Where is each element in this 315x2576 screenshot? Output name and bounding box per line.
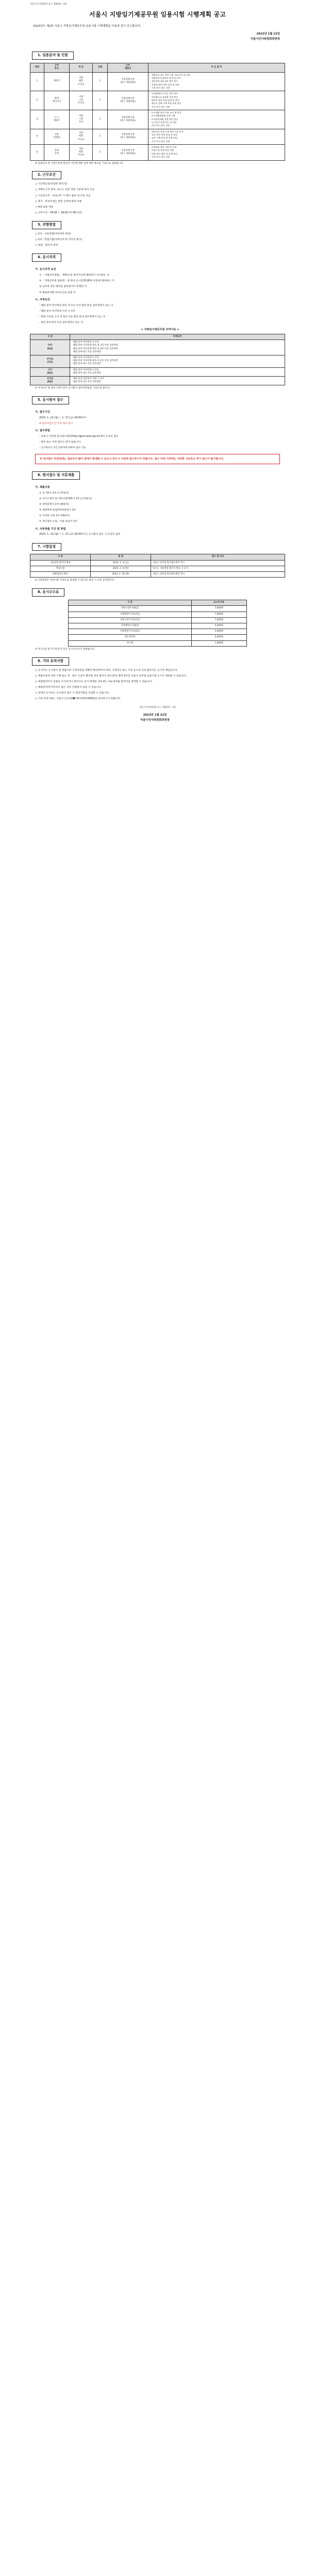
section-heading: 3. 전형방법 [32,221,61,229]
table-header: 구 분 [69,600,192,606]
section-heading: 8. 응시수수료 [32,588,64,597]
sign-org: 서울시인사위원회위원장 [250,38,280,41]
table-cell: 전문경력관 [69,635,192,640]
period-warning: ※ 접수마감시간 이후 접수 불가 [39,422,73,426]
section-list [30,435,285,450]
section-heading: 1. 임용분야 및 인원 [32,52,74,60]
table-cell: 서울시 인터넷 원서접수센터 게시 [151,560,285,566]
table-cell: 서울특별시청 (중구 세종대로) [108,110,148,129]
table-cell: 1 [93,145,108,160]
table-header: 주 요 업 무 [148,63,285,72]
list-item: ① 「지방공무원법」 제31조의 결격사유에 해당하지 아니하는 자 [39,274,109,277]
table-header-row [30,554,285,560]
table-cell: 4 [30,129,44,144]
list-item: ○ 기타 문의사항은 서울시 인사과(☎ 02-2133-0000)로 문의하시기 바랍니다. [35,698,121,701]
footer-number: 서울시인사위원회 공고 제2023 - 4호 [139,706,176,709]
table-cell: 5,000원 [191,623,246,629]
table-row [30,145,285,160]
table-cell: 지방시설주사보(7급) [69,617,192,623]
table-cell: 2023. 2. 16.(목) [91,572,151,578]
table-cell: 1 [30,72,44,91]
table-cell: 지방 행정 주사보 [70,72,93,91]
table-cell: 주사보 (7급) [30,355,70,367]
table-header: 근무 예정지 [108,63,148,72]
table-cell: 지방행정주사보(7급) [69,612,192,617]
table-row [69,617,247,623]
table-row [30,560,285,566]
list-item: - 응시원서는 1인 1분야에 한하여 접수 가능 [39,447,87,450]
list-item: - 관련 자격증 소지 후 3년 이상 관련 분야 실무경력이 있는 자 [39,315,106,318]
table-header: 자격요건 [70,334,285,340]
section-list [30,492,285,524]
table-footnote: ※ 자격요건 및 경력 인정기간은 응시원서 접수마감일을 기준으로 합니다. [35,387,110,390]
table-cell: - 세입분석 업무 관련 각종 자료수집 및 정리 - 세입관련 통계자료 작성 및 분석 - 세무관련 제도개선 방안 연구 - 지방세 관련 민원 상담 및 처리 - 기타 부서 업무 지원 [148,72,285,91]
table-cell: 서류전형 합격자 발표 [30,560,91,566]
table-cell: 환경 에너지국 [44,91,70,110]
table-row [69,629,247,635]
table-row [30,566,285,571]
positions-table [30,63,285,160]
section-heading: 2. 근무조건 [32,171,61,179]
list-item: ○ 최종합격자가 임용을 포기하거나 결격사유 등이 발생한 경우에는 차순위자를 합격자로 결정할 수 있습니다. [35,680,153,683]
table-cell: 서울특별시청 (중구 세종대로) [108,145,148,160]
table-row [30,377,285,385]
table-row [69,640,247,646]
table-cell: 지방 행정 주사보 [70,129,93,144]
list-item: - 서울시 인터넷 원서접수센터(http://gosi.seoul.go.kr)에서 온라인 접수 [39,435,119,438]
table-header: 인원 [93,63,108,72]
table-cell: - 도시계획 관련 자료 조사 및 분석 - 도시계획위원회 운영 지원 - 도시관리계획 결정 관련 업무 - 도시공간 정책 연구 및 개선 - 기타 부서 업무 지원 [148,110,285,129]
table-row [69,635,247,640]
list-item: ② 자기소개서 및 직무수행계획서 1부 (소정양식) [39,497,92,500]
table-row [30,129,285,144]
table-cell: - 대중교통 정책 수립 관련 자료 분석 - 교통 관련 통계 작성 및 관리 - 교통 시책 홍보 및 민원 처리 - 기타 부서 업무 지원 [148,129,285,144]
table-cell: 1 [93,91,108,110]
subheading: 가. 접수기간 [35,411,50,414]
list-item: ○ 응시자는 응시원서 및 제출서류 기재사항을 정확히 확인하여야 하며, 기재착오 또는 누락 등으로 인한 불이익은 응시자 책임입니다. [35,669,178,672]
list-item: ○ 기간제근로자(일반 관리직) [35,183,67,186]
table-cell: 1 [93,72,108,91]
section-heading: 5. 응시원서 접수 [32,396,69,404]
list-item: ○ 주5일 근무 원칙, 보수는 호봉 적용 기준에 따라 지급 [35,189,95,192]
list-item: ○ 장애인 응시자는 응시원서 접수 시 편의지원을 신청할 수 있습니다. [35,692,110,695]
sign-date: 2023년 1월 22일 [256,32,280,36]
table-cell: 서기 (8급) [30,367,70,376]
table-footnote: ※ 저소득층 및 국가유공자 등은 응시수수료가 면제됩니다. [35,648,95,651]
table-cell: 지방 시설 주사보 [70,91,93,110]
table-row [69,606,247,612]
table-cell: 문화 본부 [44,145,70,160]
list-item: ⑥ 개인정보 수집 · 이용 동의서 1부 [39,520,77,523]
list-item: ① 응시원서 1부 (소정양식) [39,492,69,495]
table-header-row [30,63,285,72]
list-item: ○ 시간외근무 · 초과근무 시 예산 범위 내 수당 지급 [35,194,91,197]
table-cell: - 해당 분야 석사학위 소지자 - 해당 분야 학사학위 취득 후 2년 이상 실무경력 - 해당 분야 4년 이상 실무경력 [70,355,285,367]
submission-text: 2023. 1. 23.(월) ~ 1. 27.(금) 18:00까지 / 응시원서 접수 시 온라인 첨부 [39,533,121,536]
announcement-number: 서울시인사위원회 공고 제2023 - 4호 [30,3,68,6]
section-list [30,232,285,248]
fee-table [68,600,247,647]
table-header: 응시수수료 [191,600,246,606]
table-cell: 5,000원 [191,629,246,635]
list-item: ○ 휴가 · 복리후생은 관련 규정에 따라 적용 [35,200,82,203]
table-row [69,612,247,617]
table-cell: - 해당 분야 학사학위 소지자 - 해당 분야 2년 이상 실무경력 [70,367,285,376]
table-cell: 지방 행정 주사보 [70,145,93,160]
list-item: ○ 근무시간 : 09:00 ~ 18:00 (주 40시간) [35,212,82,214]
table-cell: 2 [30,91,44,110]
table-cell: 도시 계획국 [44,110,70,129]
table-cell: 지방행정서기보(9급) [69,629,192,635]
table-row [30,340,285,355]
table-cell: - 해당 분야 전문학사 학위 소지자 - 해당 분야 1년 이상 실무경력 [70,377,285,385]
table-header: 구 분 [30,554,91,560]
table-row [69,623,247,629]
list-item: ③ 경력증명서 1부 (해당자) [39,503,69,506]
table-cell: 1 [93,110,108,129]
table-cell: 5,000원 [191,635,246,640]
warning-box: ※ 원서접수 마감일에는 접속자가 많아 장애가 발생할 수 있으니 반드시 사전에 접수하시기 바랍니다. 접수 마감 이후에는 어떠한 사유로도 추가 접수가 불가합니다. [35,454,280,465]
section-list [30,669,285,702]
period-text: 2023. 1. 23.(월) ~ 1. 27.(금) 18:00까지 [39,417,87,420]
footer-org: 서울시인사위원회위원장 [140,719,170,722]
table-cell: 서울시 인터넷 원서접수센터 게시 [151,572,285,578]
table-cell: 7,000원 [191,617,246,623]
table-row [30,91,285,110]
section-heading: 6. 원서접수 및 서류제출 [32,471,80,480]
table-cell: 1 [93,129,108,144]
table-cell: 교통 정책과 [44,129,70,144]
table-header-row [30,334,285,340]
list-item: - 방문 또는 우편 접수는 받지 않습니다 [39,441,81,444]
list-item: ⑤ 자격증 사본 1부 (해당자) [39,515,70,518]
list-item: ③ 남자의 경우 병역을 필하였거나 면제된 자 [39,285,87,289]
section-list [30,182,285,215]
table-cell: 재정국 [44,72,70,91]
table-row [30,572,285,578]
table-cell: 서기보 (9급) [30,377,70,385]
table-header: 근무 부서 [44,63,70,72]
table-cell: 지방 시설 주사 [70,110,93,129]
table-cell: 7,000원 [191,612,246,617]
list-item: ② 「지방공무원 임용령」에 의한 응시연령(18세 이상)에 해당하는 자 [39,280,114,283]
table-row [30,110,285,129]
table-cell: 지방시설주사(6급) [69,606,192,612]
section-heading: 4. 응시자격 [32,253,61,262]
list-item: ④ 채용분야별 자격요건을 갖춘 자 [39,291,76,294]
section-heading: 9. 기타 유의사항 [32,657,69,666]
subheading: 나. 서류제출 기간 및 방법 [35,527,66,531]
table-cell: 최종합격자 발표 [30,572,91,578]
table-header: 구 분 [30,334,70,340]
table-header: 일 정 [91,554,151,560]
table-cell: 3 [30,110,44,129]
table-cell: 7,000원 [191,640,246,646]
subheading: 나. 접수방법 [35,429,50,433]
table-cell: - 신재생에너지 보급 관련 업무 - 건물에너지 효율화 사업 추진 - 에너지 관련 통계 관리 및 분석 - 에너지 절약 시책 추진 관련 업무 - 기타 부서 업무 지원 [148,91,285,110]
table-header: 장소 및 비고 [151,554,285,560]
page-title: 서울시 지방임기제공무원 임용시험 시행계획 공고 [89,10,226,18]
list-item: - 관련 분야 5년 이상 실무경력이 있는 자 [39,321,83,324]
table-cell: 7,000원 [191,606,246,612]
list-item: ○ 2차 : 면접시험(직무능력 및 적격성 평가) [35,239,82,242]
schedule-table [30,554,285,578]
table-cell: 연구원 [69,640,192,646]
list-item: ○ 최종 : 합격자 결정 [35,244,58,247]
table-header-row [69,600,247,606]
table-footnote: ※ 시험일정은 부득이한 사정으로 변경될 수 있으며, 변경 시 사전 공지합니다. [35,579,115,582]
table-cell: 서울특별시청 (중구 세종대로) [108,129,148,144]
table-cell: 면접시험 [30,566,91,571]
list-item: - 해당 분야 석사학위 이상 소지자 [39,310,75,313]
qualification-table [30,334,285,386]
list-item: - 해당 분야 학사학위 취득 후 1년 이상 관련 분야 실무경력이 있는 자 [39,304,113,307]
table-cell: 주사 (6급) [30,340,70,355]
table-footnote: ※ 임용일자 중 시험기간에 합산한 기간에 대한 실제 계약 종료일 기준으로 임용합니다. [35,162,124,165]
subheading: 가. 응시자격 요건 [35,268,56,272]
table-cell: 2023. 2. 9.(목) [91,566,151,571]
table-cell: - 문화예술 행사 기획 및 운영 - 문화시설 운영 관리 지원 - 문화 관련 예산 및 통계 관리 - 기타 부서 업무 지원 [148,145,285,160]
table-row [30,72,285,91]
list-item: ④ 최종학력 졸업(학위)증명서 1부 [39,509,76,512]
list-item: ○ 4대 보험 적용 [35,206,53,209]
table-cell: 지방행정서기(8급) [69,623,192,629]
subheading: 가. 제출서류 [35,485,50,489]
table-row [30,367,285,376]
table-header: 직 급 [70,63,93,72]
subheading: 나. 자격요건 [35,298,50,301]
table-cell: 장소는 서류전형 합격자 발표 시 공지 [151,566,285,571]
table-title: < 지방임기제공무원 자격기준 > [141,328,179,332]
table-cell: 5 [30,145,44,160]
table-cell: 2023. 2. 3.(금) [91,560,151,566]
list-item: ○ 1차 : 서류전형(적격여부 판단) [35,233,71,236]
section-list [30,274,285,295]
footer-date: 2023년 1월 22일 [143,714,167,717]
intro-text: 2023년도 제2회 서울시 지방임기제공무원 임용시험 시행계획을 다음과 같이 공고합니다. [33,24,141,28]
table-header: 연번 [30,63,44,72]
list-item: ○ 채용분야에 적격자가 없는 경우 선발하지 않을 수 있습니다. [35,686,102,689]
section-list [30,304,285,326]
table-cell: - 해당 분야 박사학위 소지자 - 해당 분야 석사학위 취득 후 2년 이상 실무경력 - 해당 분야 학사학위 취득 후 4년 이상 실무경력 - 해당 분야 6년 이상 실무경력 [70,340,285,355]
table-cell: 서울특별시청 (중구 세종대로) [108,72,148,91]
section-heading: 7. 시험일정 [32,543,61,551]
list-item: ○ 제출서류의 허위 기재 또는 위 · 변조 사실이 확인될 경우 합격이 취소되며, 향후 5년간 서울시 공무원 임용시험 응시가 제한될 수 있습니다. [35,674,187,677]
table-row [30,355,285,367]
table-cell: 서울특별시청 (중구 세종대로) [108,91,148,110]
